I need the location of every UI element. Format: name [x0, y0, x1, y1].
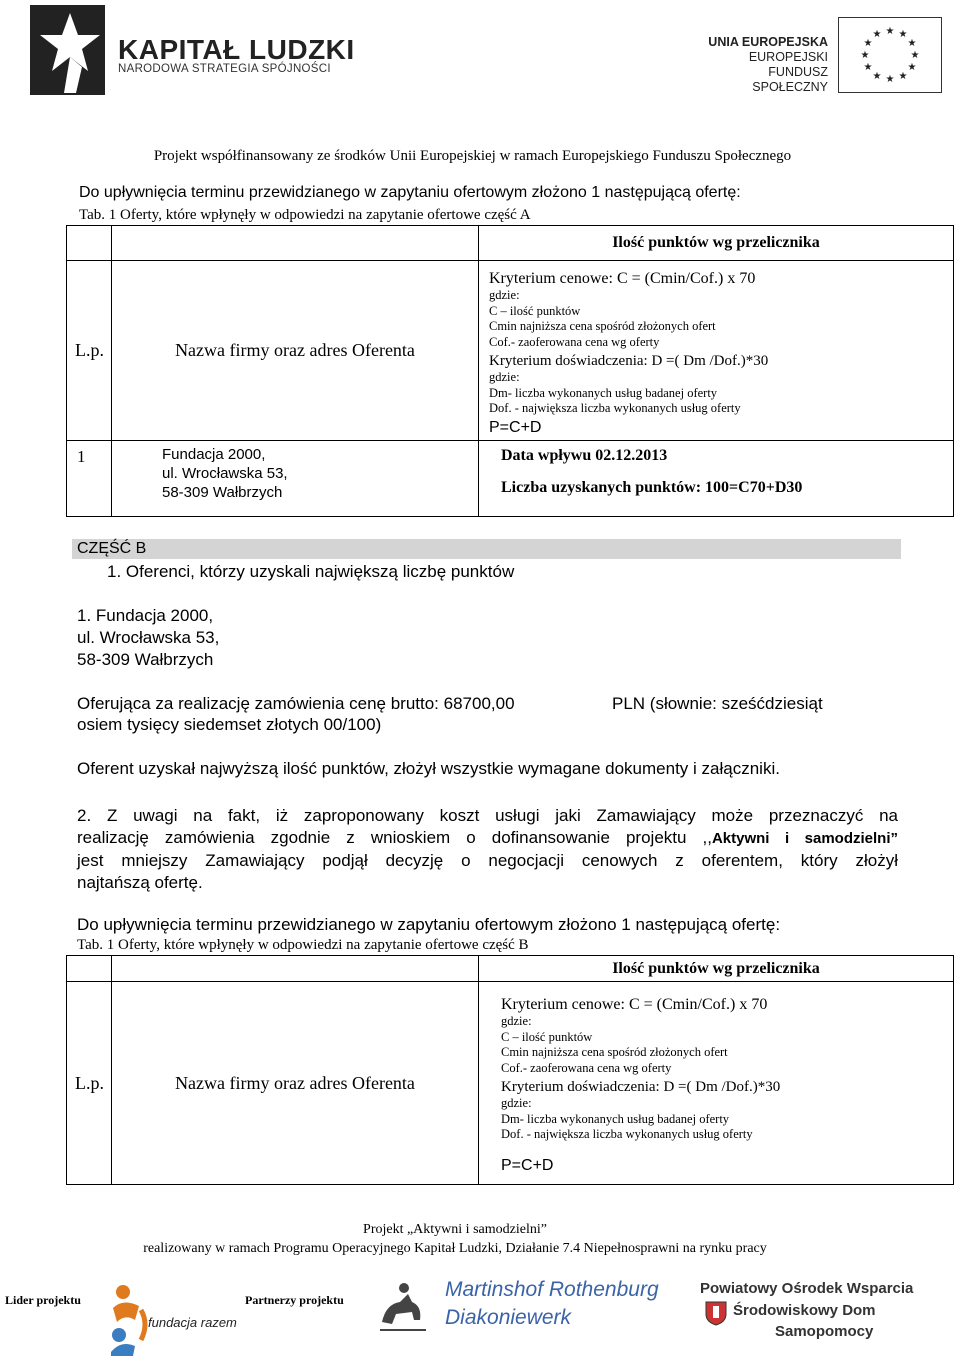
svg-text:★: ★ [898, 29, 908, 40]
paragraph-2 [77, 805, 898, 894]
martinshof-line2: Diakoniewerk [445, 1306, 572, 1329]
table-a-row-name [112, 441, 479, 517]
partners-label: Partnerzy projektu [245, 1293, 344, 1307]
price-line-1b: PLN (słownie: sześćdziesiąt [612, 694, 823, 713]
c-definition: C – ilość punktów [489, 303, 581, 318]
coat-of-arms-logo [704, 1300, 728, 1326]
martinshof-line1: Martinshof Rothenburg [445, 1278, 659, 1301]
table-a-row-result [479, 441, 954, 517]
gdzie-label: gdzie: [501, 1014, 532, 1028]
pow-line3: Samopomocy [775, 1323, 874, 1340]
kl-subtitle: NARODOWA STRATEGIA SPÓJNOŚCI [118, 63, 331, 75]
price-line-1a: Oferująca za realizację zamówienia cenę brutto: 68700,00 [77, 694, 515, 713]
horse-icon [370, 1276, 434, 1340]
p2-line1: 2. Z uwagi na fakt, iż zaproponowany koszt usługi jaki Zamawiający może przeznaczyć na [77, 806, 898, 825]
winner-city: 58-309 Wałbrzych [77, 650, 214, 669]
criterion-experience: Kryterium doświadczenia: D =( Dm /Dof.)*30 [501, 1079, 781, 1095]
table-b [66, 955, 954, 1185]
dof-definition: Dof. - największa liczba wykonanych usług oferty [489, 401, 741, 415]
formula: P=C+D [489, 418, 542, 436]
cof-definition: Cof.- zaoferowana cena wg oferty [489, 334, 660, 349]
dof-definition: Dof. - największa liczba wykonanych usług oferty [501, 1127, 753, 1141]
table-a-empty-lp [67, 226, 112, 261]
criterion-price: Kryterium cenowe: C = (Cmin/Cof.) x 70 [489, 270, 756, 287]
shield-icon [704, 1300, 728, 1326]
ue-line3: FUNDUSZ SPOŁECZNY [752, 65, 828, 94]
svg-text:★: ★ [910, 50, 920, 61]
formula: P=C+D [501, 1156, 554, 1174]
svg-text:★: ★ [860, 50, 870, 61]
table-a-lp-header: L.p. [67, 261, 112, 441]
svg-text:★: ★ [907, 62, 917, 73]
company-street: ul. Wrocławska 53, [162, 465, 288, 482]
winner-address [77, 605, 219, 671]
svg-text:★: ★ [863, 62, 873, 73]
kl-title: KAPITAŁ LUDZKI [118, 34, 355, 65]
pow-line1: Powiatowy Ośrodek Wsparcia [700, 1280, 914, 1297]
c-definition: C – ilość punktów [501, 1029, 593, 1044]
gdzie-label: gdzie: [501, 1096, 532, 1110]
part-b-title: CZĘŚĆ B [77, 540, 147, 557]
svg-text:★: ★ [872, 29, 882, 40]
ue-line1: UNIA EUROPEJSKA [708, 35, 828, 49]
svg-text:★: ★ [885, 26, 895, 37]
table-b-empty-lp [67, 956, 112, 982]
fundacja-logo-text: fundacja razem [148, 1315, 237, 1330]
table-b-caption: Tab. 1 Oferty, które wpłynęły w odpowiedzi na zapytanie ofertowe część B [77, 937, 529, 953]
table-b-lp-header: L.p. [67, 982, 112, 1185]
company-name: Fundacja 2000, [162, 446, 266, 463]
cmin-definition: Cmin najniższa cena spośród złożonych ofert [489, 319, 716, 333]
svg-text:★: ★ [885, 74, 895, 85]
company-city: 58-309 Wałbrzych [162, 484, 283, 501]
svg-text:★: ★ [898, 71, 908, 82]
table-a-points-header: Ilość punktów wg przelicznika [479, 226, 954, 261]
table-b-empty-name [112, 956, 479, 982]
table-b-points-header: Ilość punktów wg przelicznika [479, 956, 954, 982]
part-b-bar [72, 539, 901, 559]
table-a-row-lp: 1 [67, 441, 112, 517]
criterion-price: Kryterium cenowe: C = (Cmin/Cof.) x 70 [501, 996, 768, 1013]
p2-line4: najtańszą ofertę. [77, 873, 203, 892]
pow-line2: Środowiskowy Dom [733, 1302, 876, 1319]
footer-project: Projekt „Aktywni i samodzielni” [363, 1222, 547, 1237]
cof-definition: Cof.- zaoferowana cena wg oferty [501, 1060, 672, 1075]
cofinance-note: Projekt współfinansowany ze środków Unii Europejskiej w ramach Europejskiego Funduszu Społecznego [153, 148, 792, 164]
leader-label: Lider projektu [5, 1293, 81, 1307]
p2-line3: jest mniejszy Zamawiający podjął decyzję o negocjacji cenowych z oferentem, który złożył [77, 851, 898, 870]
star-icon [30, 5, 105, 95]
table-a-criteria [479, 261, 954, 441]
p2-line2a: realizację zamówienia zgodnie z wnioskiem o dofinansowanie projektu ,, [77, 828, 712, 847]
table-b-name-header: Nazwa firmy oraz adres Oferenta [112, 982, 479, 1185]
dm-definition: Dm- liczba wykonanych usług badanej oferty [489, 385, 718, 400]
eu-stars-icon [839, 18, 941, 92]
svg-text:★: ★ [863, 38, 873, 49]
receipt-date: Data wpływu 02.12.2013 [501, 447, 668, 464]
svg-text:★: ★ [907, 38, 917, 49]
horse-rider-logo [370, 1276, 434, 1340]
table-a-caption: Tab. 1 Oferty, które wpłynęły w odpowiedzi na zapytanie ofertowe część A [79, 207, 531, 223]
winner-street: ul. Wrocławska 53, [77, 628, 220, 647]
ue-line2: EUROPEJSKI [748, 50, 828, 64]
cmin-definition: Cmin najniższa cena spośród złożonych ofert [501, 1045, 728, 1059]
footer-program: realizowany w ramach Programu Operacyjnego Kapitał Ludzki, Działanie 7.4 Niepełnosprawni na rynku pracy [143, 1241, 767, 1256]
ue-text [700, 35, 828, 95]
gdzie-label: gdzie: [489, 370, 520, 384]
winner-name: 1. Fundacja 2000, [77, 606, 214, 625]
table-b-criteria [479, 982, 954, 1185]
gdzie-label: gdzie: [489, 288, 520, 302]
p2-line2 [77, 827, 898, 850]
intro-b: Do upływnięcia terminu przewidzianego w zapytaniu ofertowym złożono 1 następującą ofertę: [77, 915, 781, 934]
price-line-2: osiem tysięcy siedemset złotych 00/100) [77, 715, 382, 734]
table-a-name-header: Nazwa firmy oraz adres Oferenta [112, 261, 479, 441]
winner-note: Oferent uzyskał najwyższą ilość punktów, złożył wszystkie wymagane dokumenty i załączniki. [77, 759, 780, 778]
project-name: Aktywni i samodzielni” [711, 830, 898, 847]
points-result: Liczba uzyskanych punktów: 100=C70+D30 [501, 479, 803, 496]
intro-a: Do upływnięcia terminu przewidzianego w zapytaniu ofertowym złożono 1 następującą ofertę: [79, 184, 741, 201]
table-a [66, 225, 954, 517]
table-a-empty-name [112, 226, 479, 261]
kapital-ludzki-logo [30, 5, 105, 95]
dm-definition: Dm- liczba wykonanych usług badanej oferty [501, 1111, 730, 1126]
part-b-item1: 1. Oferenci, którzy uzyskali największą liczbę punktów [107, 562, 515, 581]
criterion-experience: Kryterium doświadczenia: D =( Dm /Dof.)*30 [489, 353, 769, 369]
eu-flag-logo [838, 17, 942, 93]
svg-text:★: ★ [872, 71, 882, 82]
